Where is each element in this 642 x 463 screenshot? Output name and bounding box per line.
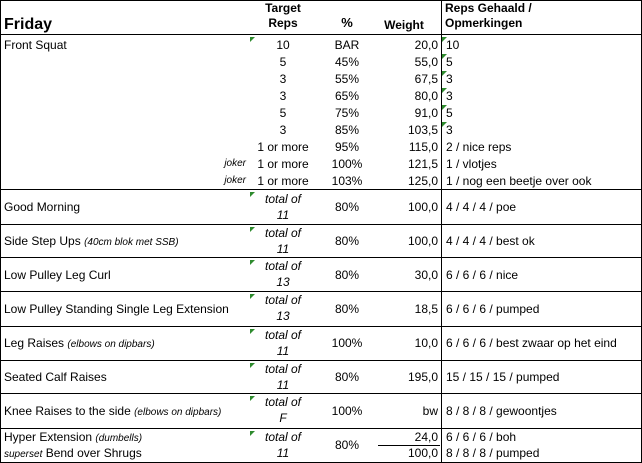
exercise-name: Low Pulley Standing Single Leg Extension — [4, 302, 229, 316]
exercise-name-text: Bend over Shrugs — [45, 446, 142, 460]
notes-header: Reps Gehaald / — [445, 1, 532, 15]
grid-line — [0, 393, 642, 394]
grid-line — [0, 360, 642, 361]
joker-tag: joker — [224, 158, 246, 169]
exercise-note: 15 / 15 / 15 / pumped — [446, 370, 560, 384]
exercise-percent: 80% — [334, 200, 360, 214]
grid-line — [0, 34, 642, 35]
exercise-weight: 195,0 — [407, 370, 438, 384]
exercise-note: 4 / 4 / 4 / poe — [446, 200, 517, 214]
exercise-weight: 100,0 — [407, 234, 438, 248]
reps-total-value: 13 — [276, 309, 290, 323]
exercise-note: 6 / 6 / 6 / pumped — [446, 302, 540, 316]
exercise-percent: 80% — [334, 370, 360, 384]
set-note: 3 — [446, 89, 453, 103]
exercise-note: 6 / 6 / 6 / boh — [446, 430, 517, 444]
exercise-note: 6 / 6 / 6 / best zwaar op het eind — [446, 336, 617, 350]
grid-line — [0, 428, 642, 429]
exercise-weight: 30,0 — [414, 268, 438, 282]
set-weight: 91,0 — [414, 106, 438, 120]
exercise-subnote: (elbows on dipbars) — [134, 407, 222, 418]
set-weight: 80,0 — [414, 89, 438, 103]
set-weight: 115,0 — [408, 140, 438, 154]
set-reps: 5 — [279, 106, 287, 120]
exercise-note: 8 / 8 / 8 / pumped — [446, 446, 540, 460]
reps-total-label: total of — [264, 328, 302, 342]
set-percent: BAR — [334, 38, 360, 52]
grid-line — [0, 291, 642, 292]
exercise-weight: 10,0 — [414, 336, 438, 350]
reps-total-value: 11 — [276, 446, 290, 460]
grid-line — [441, 0, 442, 463]
reps-total-value: 11 — [276, 344, 290, 358]
grid-line — [0, 189, 642, 190]
exercise-name — [4, 336, 155, 352]
exercise-note: 6 / 6 / 6 / nice — [446, 268, 519, 282]
target-reps-header: Reps — [268, 16, 298, 30]
reps-total-value: 13 — [276, 275, 290, 289]
exercise-name: Seated Calf Raises — [4, 370, 107, 384]
exercise-name — [4, 404, 221, 420]
weight-header: Weight — [384, 18, 424, 32]
set-reps: 3 — [279, 72, 287, 86]
set-percent: 95% — [334, 140, 360, 154]
superset-tag: superset — [4, 449, 43, 460]
reps-total-label: total of — [264, 293, 302, 307]
set-reps: 3 — [279, 89, 287, 103]
joker-tag: joker — [224, 175, 246, 186]
set-note: 2 / nice reps — [446, 140, 512, 154]
set-reps: 3 — [279, 123, 287, 137]
set-weight: 125,0 — [407, 174, 438, 188]
set-reps: 5 — [279, 55, 287, 69]
reps-total-label: total of — [264, 362, 302, 376]
exercise-weight: 100,0 — [407, 200, 438, 214]
exercise-percent: 80% — [334, 302, 360, 316]
exercise-weight: 18,5 — [414, 302, 438, 316]
reps-total-value: 11 — [276, 378, 290, 392]
exercise-name-text: Hyper Extension — [4, 430, 93, 444]
reps-total-label: total of — [264, 395, 302, 409]
set-note: 5 — [446, 55, 453, 69]
exercise-name-text: Leg Raises — [4, 336, 65, 350]
reps-total-label: total of — [264, 259, 302, 273]
set-weight: 67,5 — [414, 72, 438, 86]
reps-total-value: 11 — [276, 208, 290, 222]
exercise-note: 8 / 8 / 8 / gewoontjes — [446, 404, 557, 418]
set-reps: 1 or more — [257, 157, 309, 171]
set-weight: 121,5 — [407, 157, 438, 171]
exercise-name — [4, 430, 142, 446]
set-percent: 45% — [334, 55, 360, 69]
set-note: 3 — [446, 123, 453, 137]
reps-total-value: 11 — [276, 242, 290, 256]
exercise-subnote: (dumbells) — [95, 433, 143, 444]
exercise-note: 4 / 4 / 4 / best ok — [446, 234, 535, 248]
exercise-percent: 80% — [334, 268, 360, 282]
set-weight: 103,5 — [407, 123, 438, 137]
exercise-percent: 100% — [331, 404, 363, 418]
exercise-weight: bw — [422, 404, 438, 418]
set-note: 1 / vlotjes — [446, 157, 497, 171]
exercise-percent: 80% — [334, 438, 360, 452]
exercise-name: Good Morning — [4, 200, 81, 214]
exercise-subnote: (elbows on dipbars) — [67, 339, 155, 350]
set-percent: 100% — [331, 157, 363, 171]
set-note: 5 — [446, 106, 453, 120]
grid-line — [0, 257, 642, 258]
reps-total-label: total of — [264, 430, 302, 444]
exercise-name-text: Side Step Ups — [4, 234, 81, 248]
set-reps: 1 or more — [257, 174, 309, 188]
reps-total-label: total of — [264, 226, 302, 240]
exercise-name — [4, 234, 179, 250]
reps-total-value: F — [279, 411, 287, 425]
exercise-name-text: Knee Raises to the side — [4, 404, 131, 418]
exercise-name — [4, 446, 142, 462]
target-reps-header: Target — [265, 1, 301, 15]
set-reps: 10 — [276, 38, 290, 52]
set-percent: 103% — [331, 174, 363, 188]
exercise-name: Low Pulley Leg Curl — [4, 268, 111, 282]
set-percent: 75% — [334, 106, 360, 120]
notes-header: Opmerkingen — [445, 16, 523, 30]
exercise-weight: 24,0 — [414, 430, 438, 444]
set-note: 1 / nog een beetje over ook — [446, 174, 592, 188]
exercise-percent: 100% — [331, 336, 363, 350]
grid-line — [0, 326, 642, 327]
set-percent: 55% — [334, 72, 360, 86]
set-percent: 65% — [334, 89, 360, 103]
exercise-weight: 100,0 — [407, 446, 438, 460]
set-percent: 85% — [334, 123, 360, 137]
set-weight: 20,0 — [414, 38, 438, 52]
set-reps: 1 or more — [257, 140, 309, 154]
grid-line — [0, 0, 642, 1]
reps-total-label: total of — [264, 192, 302, 206]
sheet-title: Friday — [4, 16, 53, 33]
exercise-percent: 80% — [334, 234, 360, 248]
grid-line — [0, 0, 1, 463]
exercise-subnote: (40cm blok met SSB) — [84, 237, 179, 248]
exercise-name: Front Squat — [4, 38, 67, 52]
set-weight: 55,0 — [414, 55, 438, 69]
set-note: 3 — [446, 72, 453, 86]
percent-header: % — [341, 15, 353, 30]
set-note: 10 — [446, 38, 460, 52]
grid-line — [0, 224, 642, 225]
